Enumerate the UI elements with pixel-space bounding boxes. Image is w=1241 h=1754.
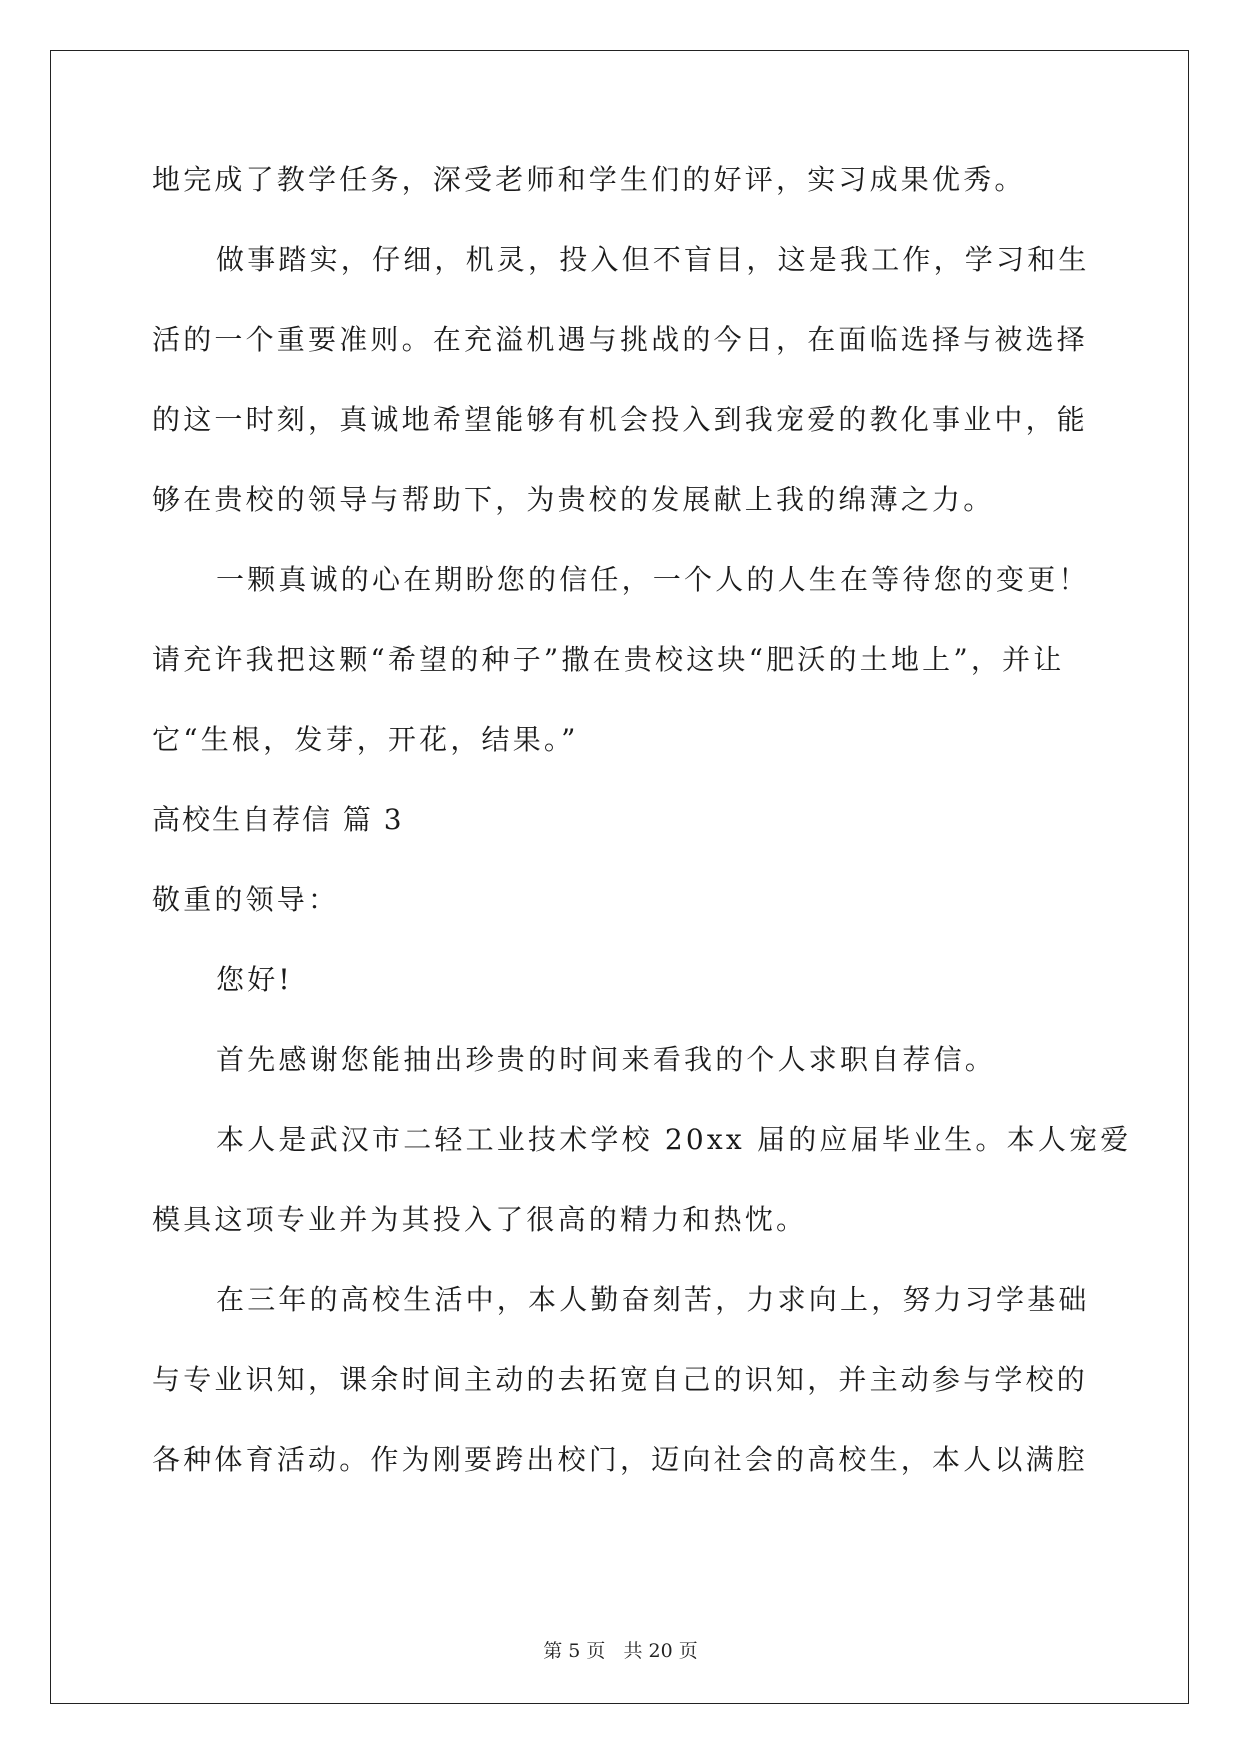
page-footer	[0, 1636, 1241, 1663]
paragraph-line: 在三年的高校生活中，本人勤奋刻苦，力求向上，努力习学基础	[216, 1283, 1090, 1316]
section-heading: 高校生自荐信 篇 3	[152, 803, 404, 836]
paragraph-line: 做事踏实，仔细，机灵，投入但不盲目，这是我工作，学习和生	[216, 243, 1090, 276]
text-line: 的这一时刻，真诚地希望能够有机会投入到我宠爱的教化事业中，能	[152, 403, 1089, 436]
text-line: 活的一个重要准则。在充溢机遇与挑战的今日，在面临选择与被选择	[152, 323, 1089, 356]
paragraph-line: 本人是武汉市二轻工业技术学校 20xx 届的应届毕业生。本人宠爱	[216, 1123, 1132, 1156]
total-pages: 共 20 页	[623, 1640, 698, 1662]
paragraph-line: 首先感谢您能抽出珍贵的时间来看我的个人求职自荐信。	[216, 1043, 997, 1076]
text-line: 请充许我把这颗“希望的种子”撒在贵校这块“肥沃的土地上”，并让	[152, 643, 1065, 676]
text-line: 它“生根，发芽，开花，结果。”	[152, 723, 579, 756]
text-line: 够在贵校的领导与帮助下，为贵校的发展献上我的绵薄之力。	[152, 483, 995, 516]
page-number: 第 5 页	[543, 1640, 606, 1662]
text-line: 地完成了教学任务，深受老师和学生们的好评，实习成果优秀。	[152, 163, 1026, 196]
paragraph-line: 一颗真诚的心在期盼您的信任，一个人的人生在等待您的变更！	[216, 563, 1090, 596]
greeting: 您好!	[216, 963, 293, 996]
text-line: 与专业识知，课余时间主动的去拓宽自己的识知，并主动参与学校的	[152, 1363, 1089, 1396]
text-line: 各种体育活动。作为刚要跨出校门，迈向社会的高校生，本人以满腔	[152, 1443, 1089, 1476]
salutation: 敬重的领导：	[152, 883, 340, 916]
text-line: 模具这项专业并为其投入了很高的精力和热忱。	[152, 1203, 808, 1236]
